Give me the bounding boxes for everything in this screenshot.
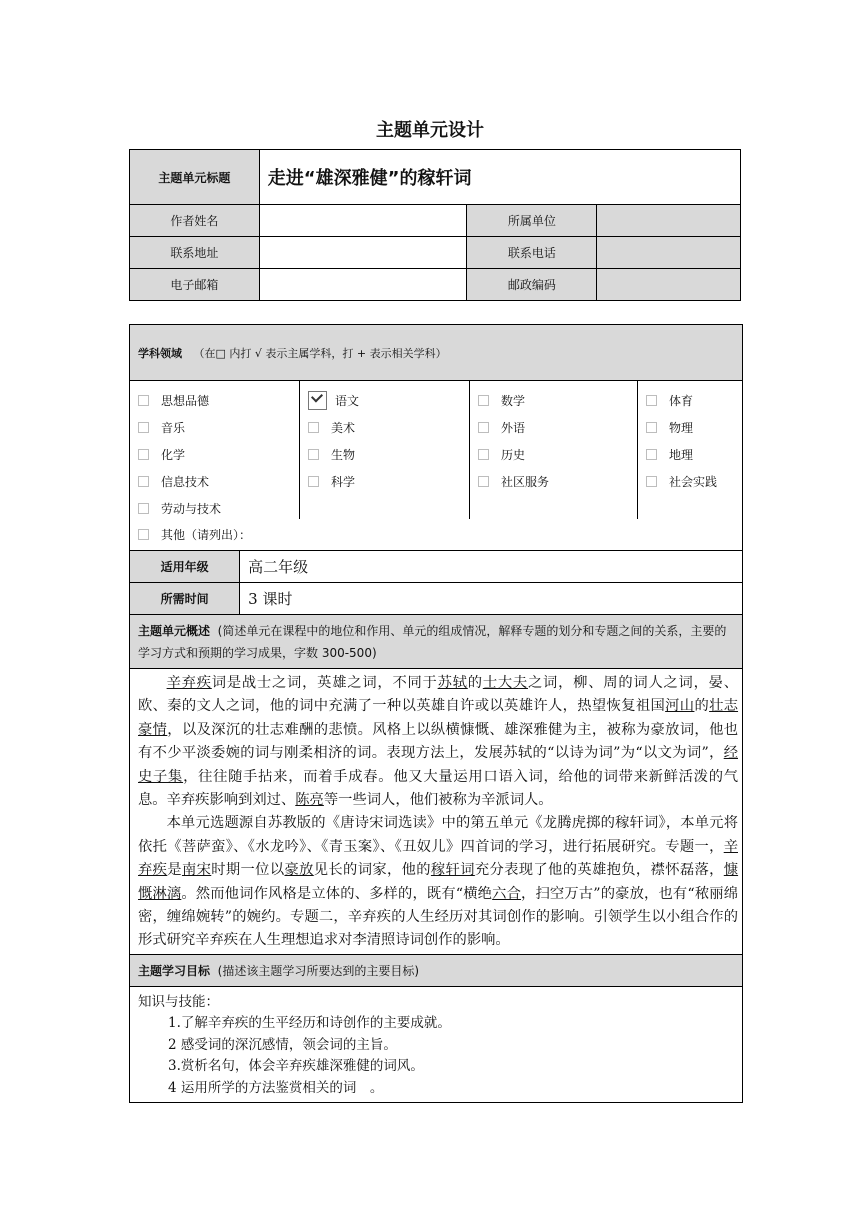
underlined-term: 六合: [492, 885, 522, 902]
goal-item: 3.赏析名句，体会辛弃疾雄深雅健的词风。: [168, 1058, 424, 1075]
checkbox-icon[interactable]: [646, 422, 657, 433]
underlined-term: 苏轼: [437, 675, 468, 691]
subject-name: 科学: [331, 475, 356, 489]
topic-value: 走进“雄深雅健”的稼轩词: [259, 150, 740, 205]
overview-text: 时期一位以: [211, 862, 285, 879]
overview-paragraph-1: [138, 672, 738, 812]
checkbox-icon[interactable]: [138, 395, 149, 406]
subject-name: 劳动与技术: [161, 502, 222, 516]
subject-grid: [130, 381, 743, 551]
subject-checkbox-item[interactable]: [138, 468, 299, 495]
unit-label: 所属单位: [467, 205, 597, 237]
overview-label: 主题单元概述: [138, 623, 211, 638]
overview-text: 之词，柳、周的词人之词，晏、欧、秦的文人之词，他的词中充满了一种以英雄自许或以英雄许人，热望恢复祖国: [138, 675, 739, 715]
overview-text: 。然而他词作风格是立体的、多样的，既有“横绝: [181, 885, 493, 902]
underlined-term: 河山: [665, 698, 695, 715]
checkbox-icon[interactable]: [308, 449, 319, 460]
subject-checkbox-item[interactable]: [478, 387, 637, 414]
goals-note: (描述该主题学习所要达到的主要目标): [217, 963, 420, 978]
underlined-term: 南宋: [181, 862, 212, 879]
checkbox-icon[interactable]: [308, 476, 319, 487]
overview-text: 本单元选题源自苏教版的《唐诗宋词选读》中的第五单元《龙腾虎掷的稼轩词》，本单元将依托《菩萨蛮》、《水龙吟》、《青玉案》、《丑奴儿》四首词的学习，进行拓展研究。专题一，: [138, 815, 738, 855]
goal-item: 2 感受词的深沉感情，领会词的主旨。: [168, 1036, 397, 1053]
postcode-field[interactable]: [597, 269, 741, 301]
time-value: 3 课时: [240, 583, 743, 615]
overview-text: 是: [167, 862, 182, 879]
page-title: 主题单元设计: [376, 120, 484, 141]
subject-checkbox-item[interactable]: [646, 441, 742, 468]
phone-label: 联系电话: [467, 237, 597, 269]
subject-name: 生物: [331, 448, 356, 462]
checkbox-icon[interactable]: [646, 449, 657, 460]
subject-name: 社区服务: [501, 475, 550, 489]
email-label: 电子邮箱: [130, 269, 260, 301]
checkbox-icon[interactable]: [138, 503, 149, 514]
overview-paragraph-2: [138, 812, 738, 952]
subject-checkbox-item[interactable]: [646, 387, 742, 414]
overview-header: [130, 615, 743, 669]
subject-other-label: 其他（请列出）：: [161, 528, 252, 542]
subject-checkbox-item[interactable]: [138, 414, 299, 441]
overview-text: ，以及深沉的壮志难酬的悲愤。风格上以纵横慷慨、雄深雅健为主，被称为豪放词，他也有不少平淡委婉的词与刚柔相济的词。表现方法上，发展苏轼的“以诗为词”为“以文为词”，: [138, 721, 739, 762]
checkbox-icon[interactable]: [478, 476, 489, 487]
checkbox-icon[interactable]: [138, 449, 149, 460]
subject-checkbox-item[interactable]: [478, 414, 637, 441]
checkbox-icon[interactable]: [478, 395, 489, 406]
underlined-term: 陈亮: [295, 792, 324, 809]
underlined-term: 慷慨淋漓: [138, 862, 739, 902]
checkbox-icon[interactable]: [646, 476, 657, 487]
overview-text: 词是战士之词，英雄之词，不同于: [211, 675, 438, 691]
subject-checkbox-item[interactable]: [478, 441, 637, 468]
goal-item: 4 运用所学的方法鉴赏相关的词 。: [168, 1079, 384, 1096]
author-field[interactable]: [259, 205, 467, 237]
underlined-term: 壮志豪情: [138, 698, 739, 738]
email-field[interactable]: [259, 269, 467, 301]
subject-name: 信息技术: [161, 475, 210, 489]
subject-column-2: [299, 381, 469, 519]
author-info-table: [129, 149, 741, 301]
subject-name: 社会实践: [669, 475, 718, 489]
subject-checkbox-item-checked[interactable]: [308, 387, 469, 414]
subject-name: 思想品德: [161, 394, 210, 408]
underlined-term: 稼轩词: [430, 862, 475, 879]
subject-checkbox-item[interactable]: [308, 414, 469, 441]
subject-column-3: [469, 381, 637, 519]
topic-label: 主题单元标题: [130, 150, 260, 205]
underlined-term: 经史子集: [138, 745, 738, 785]
overview-text: ，扫空万古”的豪放，也有“秾丽绵密，缠绵婉转”的婉约。专题二，辛弃疾的人生经历对其词创作的影响。引领学生以小组合作的形式研究辛弃疾在人生理想追求对李清照诗词创作的影响。: [138, 885, 739, 949]
subject-note: （在□ 内打 √ 表示主属学科，打 + 表示相关学科）: [193, 346, 447, 360]
subject-name: 外语: [501, 421, 526, 435]
overview-text: 的: [467, 675, 483, 691]
checked-checkbox-icon[interactable]: [308, 391, 327, 410]
grade-label: 适用年级: [130, 551, 240, 583]
checkbox-icon[interactable]: [138, 422, 149, 433]
subject-name: 美术: [331, 421, 356, 435]
goals-header: [130, 954, 743, 986]
subject-name: 历史: [501, 448, 526, 462]
subject-name: 物理: [669, 421, 694, 435]
goal-item: 1.了解辛弃疾的生平经历和诗创作的主要成就。: [168, 1015, 451, 1032]
underlined-term: 辛弃疾: [166, 675, 212, 691]
goals-body: [130, 986, 743, 1103]
overview-note: (简述单元在课程中的地位和作用、单元的组成情况，解释专题的划分和专题之间的关系，主要的学习方式和预期的学习成果，字数 300-500): [138, 623, 727, 660]
checkbox-icon[interactable]: [646, 395, 657, 406]
underlined-term: 豪放: [284, 862, 314, 879]
subject-label: 学科领域: [138, 346, 182, 360]
checkbox-icon[interactable]: [478, 422, 489, 433]
address-label: 联系地址: [130, 237, 260, 269]
address-field[interactable]: [259, 237, 467, 269]
grade-value: 高二年级: [240, 551, 743, 583]
unit-field[interactable]: [597, 205, 741, 237]
overview-text: 充分表现了他的英雄抱负，襟怀磊落，: [474, 862, 724, 879]
subject-checkbox-item[interactable]: [308, 468, 469, 495]
overview-text: ，往往随手拈来，而着手成春。他又大量运用口语入词，给他的词带来新鲜活泼的气息。辛弃疾影响到刘过、: [138, 768, 739, 809]
subject-column-4: [637, 381, 742, 519]
overview-text: 见长的词家，他的: [313, 862, 431, 879]
subject-checkbox-item[interactable]: [138, 495, 299, 522]
phone-field[interactable]: [597, 237, 741, 269]
goals-label: 主题学习目标: [138, 963, 211, 978]
subject-name: 化学: [161, 448, 186, 462]
unit-design-table: [129, 324, 743, 1103]
subject-name: 音乐: [161, 421, 186, 435]
subject-checkbox-item[interactable]: [138, 387, 299, 414]
subject-checkbox-item[interactable]: [478, 468, 637, 495]
author-label: 作者姓名: [130, 205, 260, 237]
checkbox-icon[interactable]: [138, 529, 149, 540]
subject-name: 语文: [335, 394, 360, 408]
subject-other-item[interactable]: [130, 519, 742, 550]
checkbox-icon[interactable]: [138, 476, 149, 487]
subject-name: 数学: [501, 394, 526, 408]
subject-name: 体育: [669, 394, 694, 408]
subject-checkbox-item[interactable]: [138, 441, 299, 468]
underlined-term: 士大夫: [482, 675, 528, 691]
time-label: 所需时间: [130, 583, 240, 615]
checkbox-icon[interactable]: [478, 449, 489, 460]
subject-header: [130, 325, 743, 381]
subject-name: 地理: [669, 448, 694, 462]
subject-column-1: [130, 381, 299, 519]
postcode-label: 邮政编码: [467, 269, 597, 301]
subject-checkbox-item[interactable]: [646, 414, 742, 441]
subject-checkbox-item[interactable]: [308, 441, 469, 468]
goals-intro: 知识与技能：: [138, 993, 219, 1010]
subject-checkbox-item[interactable]: [646, 468, 742, 495]
underlined-term: 辛弃疾: [138, 838, 738, 879]
checkbox-icon[interactable]: [308, 422, 319, 433]
overview-text: 的: [694, 698, 710, 715]
overview-text: 等一些词人，他们被称为辛派词人。: [323, 792, 553, 809]
overview-body: [130, 669, 743, 955]
